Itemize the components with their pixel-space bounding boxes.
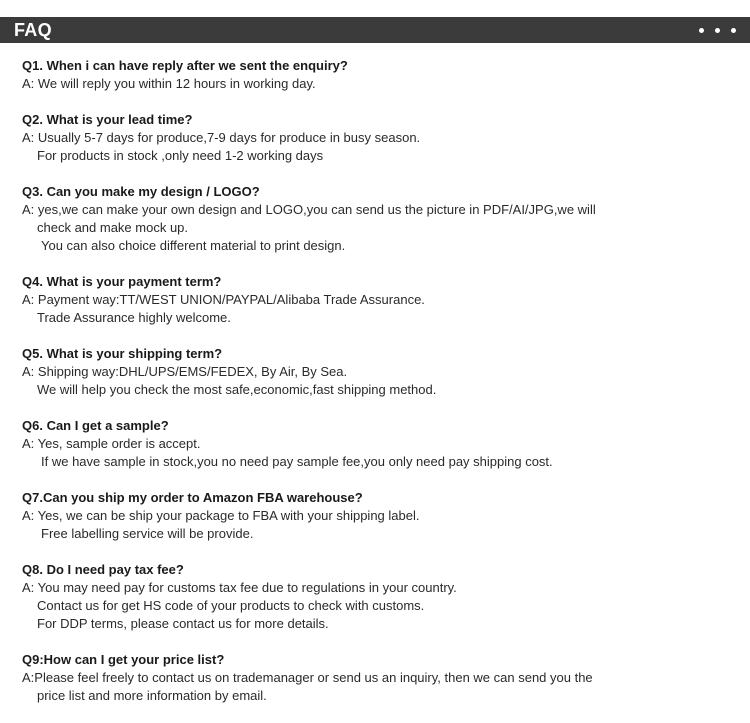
more-dots-icon (699, 28, 736, 33)
faq-item-5 (22, 345, 742, 399)
faq-answer-line: If we have sample in stock,you no need pay sample fee,you only need pay shipping cost. (41, 454, 553, 469)
faq-question: Q5. What is your shipping term? (22, 346, 223, 361)
faq-answer-line: Trade Assurance highly welcome. (37, 310, 231, 325)
faq-question: Q1. When i can have reply after we sent the enquiry? (22, 58, 348, 73)
faq-answer-line: A: yes,we can make your own design and LOGO,you can send us the picture in PDF/AI/JPG,we will (22, 202, 596, 217)
faq-answer-line: A: Yes, sample order is accept. (22, 436, 201, 451)
faq-answer-line: Contact us for get HS code of your products to check with customs. (37, 598, 425, 613)
faq-item-7 (22, 489, 742, 543)
faq-item-4 (22, 273, 742, 327)
faq-answer-line: A: Payment way:TT/WEST UNION/PAYPAL/Alibaba Trade Assurance. (22, 292, 425, 307)
faq-answer-line: check and make mock up. (37, 220, 189, 235)
faq-answer-line: We will help you check the most safe,economic,fast shipping method. (37, 382, 437, 397)
faq-item-6 (22, 417, 742, 471)
faq-question: Q6. Can I get a sample? (22, 418, 169, 433)
faq-item-3 (22, 183, 742, 255)
faq-answer-line: You can also choice different material to print design. (41, 238, 346, 253)
faq-item-8 (22, 561, 742, 633)
faq-answer-line: A: Usually 5-7 days for produce,7-9 days for produce in busy season. (22, 130, 421, 145)
faq-question: Q8. Do I need pay tax fee? (22, 562, 184, 577)
faq-title: FAQ (14, 20, 52, 40)
faq-item-9 (22, 651, 742, 705)
faq-question: Q3. Can you make my design / LOGO? (22, 184, 260, 199)
faq-question: Q2. What is your lead time? (22, 112, 193, 127)
faq-list (22, 57, 742, 723)
faq-question: Q7.Can you ship my order to Amazon FBA warehouse? (22, 490, 363, 505)
faq-answer-line: A: We will reply you within 12 hours in working day. (22, 76, 316, 91)
faq-answer-line: A:Please feel freely to contact us on trademanager or send us an inquiry, then we can send you the (22, 670, 593, 685)
faq-answer-line: price list and more information by email. (37, 688, 267, 703)
dot-icon (715, 28, 720, 33)
faq-header (0, 17, 750, 43)
faq-answer-line: A: You may need pay for customs tax fee due to regulations in your country. (22, 580, 457, 595)
faq-item-1 (22, 57, 742, 93)
faq-answer-line: A: Yes, we can be ship your package to FBA with your shipping label. (22, 508, 420, 523)
faq-answer-line: For products in stock ,only need 1-2 working days (37, 148, 324, 163)
dot-icon (699, 28, 704, 33)
faq-question: Q9:How can I get your price list? (22, 652, 225, 667)
dot-icon (731, 28, 736, 33)
faq-answer-line: A: Shipping way:DHL/UPS/EMS/FEDEX, By Air, By Sea. (22, 364, 348, 379)
faq-answer-line: Free labelling service will be provide. (41, 526, 254, 541)
faq-item-2 (22, 111, 742, 165)
faq-answer-line: For DDP terms, please contact us for more details. (37, 616, 329, 631)
faq-question: Q4. What is your payment term? (22, 274, 222, 289)
